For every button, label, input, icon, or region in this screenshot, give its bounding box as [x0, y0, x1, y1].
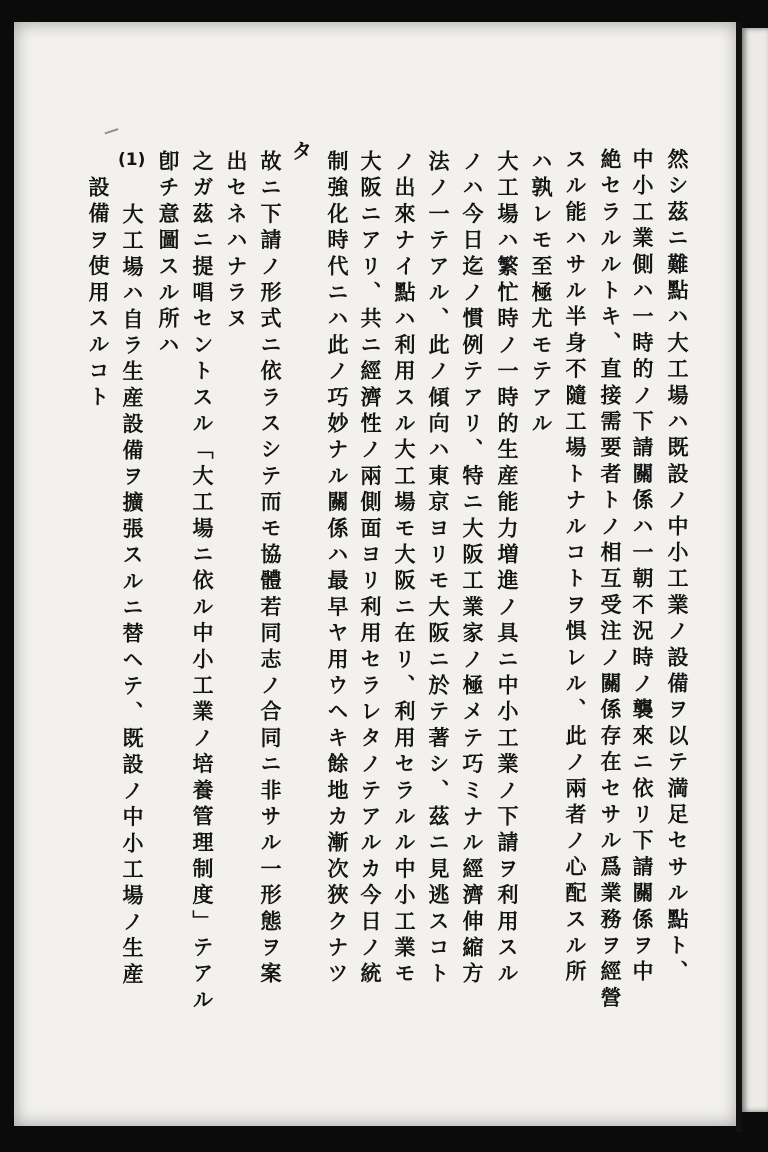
- text-column-14: 出セネハナラヌ: [224, 150, 249, 334]
- margin-pencil-mark: [104, 128, 121, 144]
- text-column-5: ハ孰レモ至極尤モテアル: [529, 150, 554, 439]
- text-column-10: 大阪ニアリ、共ニ經濟性ノ兩側面ヨリ利用セラレタノテアルカ今日ノ統: [358, 150, 383, 989]
- text-column-17: 大工場ハ自ラ生産設備ヲ擴張スルニ替ヘテ、既設ノ中小工場ノ生産: [120, 203, 145, 989]
- text-column-15: 之ガ茲ニ提唱セントスル「大工場ニ依ル中小工業ノ培養管理制度」テアル: [190, 150, 215, 1015]
- text-column-11: 制強化時代ニハ此ノ巧妙ナル關係ハ最早ヤ用ウヘキ餘地カ漸次狹クナツ: [325, 150, 350, 989]
- text-column-3: 絶セラルルトキ、直接需要者トノ相互受注ノ關係存在セサル爲業務ヲ經營: [598, 148, 623, 1013]
- text-column-18: 設備ヲ使用スルコト: [86, 176, 111, 412]
- text-column-9: ノ出來ナイ點ハ利用スル大工場モ大阪ニ在リ、利用セラルル中小工業モ: [392, 150, 417, 989]
- text-column-4: スル能ハサル半身不隨工場トナルコトヲ惧レル、此ノ兩者ノ心配スル所: [563, 148, 588, 987]
- text-column-1: 然シ茲ニ難點ハ大工場ハ既設ノ中小工業ノ設備ヲ以テ満足セサル點ト、: [665, 148, 690, 987]
- text-column-13: 故ニ下請ノ形式ニ依ラスシテ而モ協體若同志ノ合同ニ非サル一形態ヲ案: [258, 150, 283, 989]
- text-column-12: タ: [289, 140, 314, 167]
- text-column-2: 中小工業側ハ一時的ノ下請關係ハ一朝不況時ノ襲來ニ依リ下請關係ヲ中: [630, 148, 655, 987]
- text-column-7: ノハ今日迄ノ慣例テアリ、特ニ大阪工業家ノ極メテ巧ミナル經濟伸縮方: [460, 150, 485, 989]
- text-column-8: 法ノ一テアル、此ノ傾向ハ東京ヨリモ大阪ニ於テ著シ、茲ニ見逃スコト: [426, 150, 451, 989]
- text-column-6: 大工場ハ繁忙時ノ一時的生産能力増進ノ具ニ中小工業ノ下請ヲ利用スル: [495, 150, 520, 989]
- text-column-16: 卽チ意圖スル所ハ: [156, 150, 181, 360]
- list-item-marker: (1): [118, 150, 146, 170]
- right-page-edge: [742, 28, 768, 1112]
